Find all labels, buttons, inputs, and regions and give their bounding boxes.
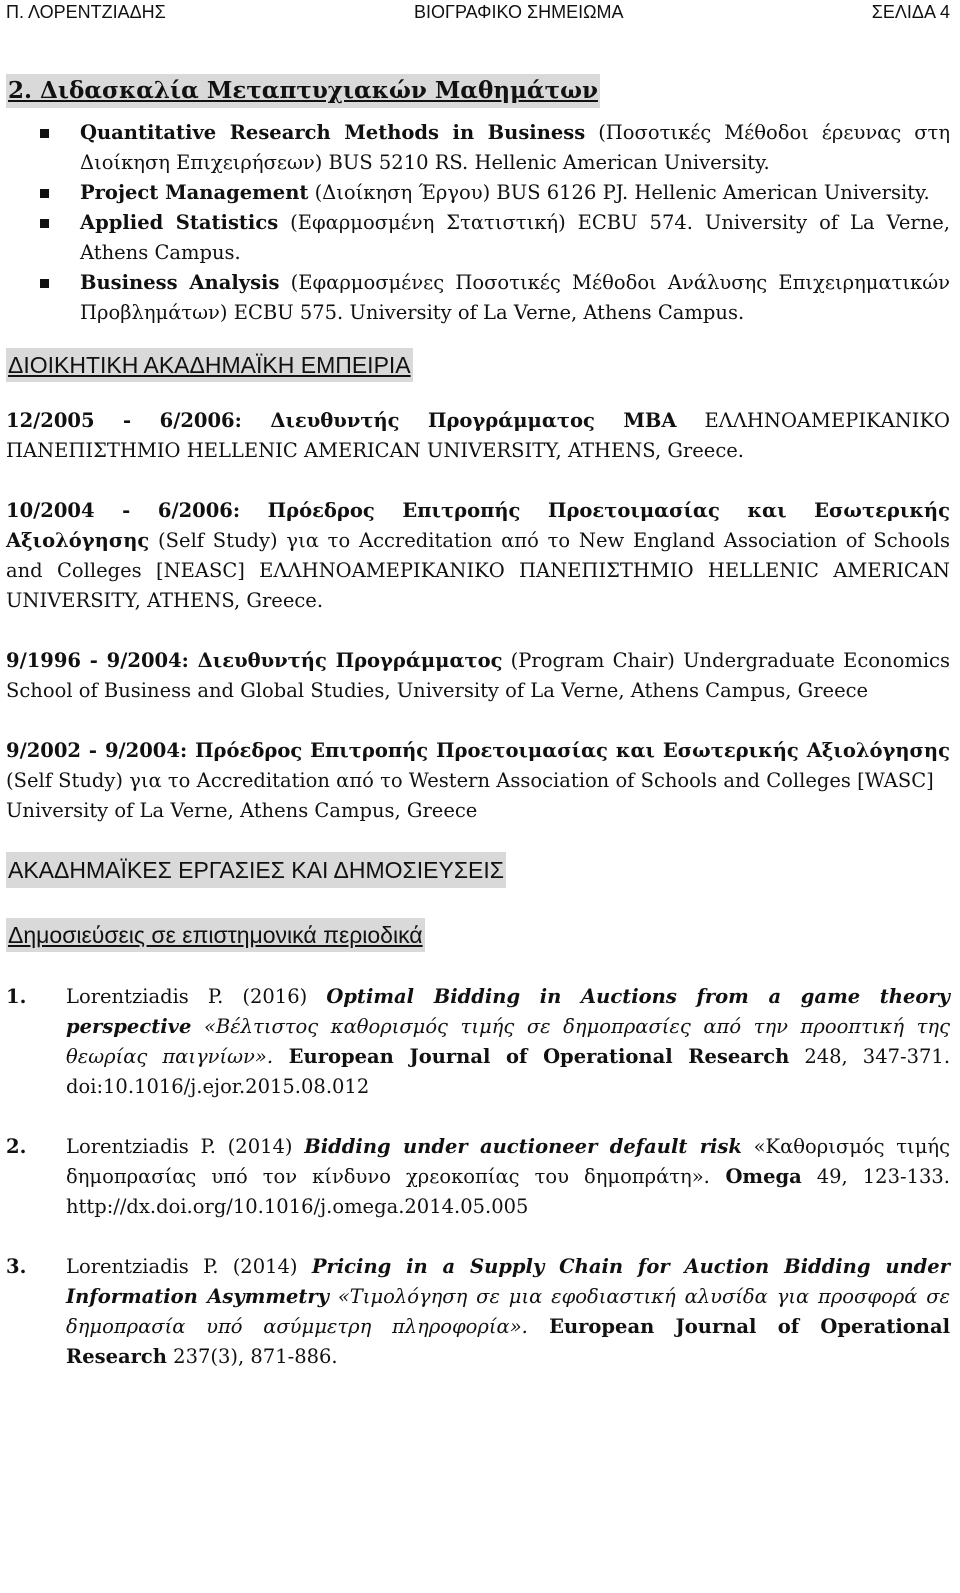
admin-entry-line: University of La Verne, Athens Campus, Greece	[6, 799, 478, 822]
publication-item	[6, 982, 950, 1102]
publication-title: Optimal Bidding in Auctions from a game theory perspective	[66, 985, 950, 1038]
publication-greek-title: «Καθορισμός τιμής δημοπρασίας υπό τον κίνδυνο χρεοκοπίας του δημοπράτη».	[66, 1135, 950, 1188]
publication-title: Bidding under auctioneer default risk	[304, 1135, 742, 1158]
publication-reference: 248, 347-371. doi:10.1016/j.ejor.2015.08.012	[66, 1045, 951, 1098]
list-item	[6, 208, 950, 268]
publication-journal: European Journal of Operational Research	[273, 1045, 790, 1068]
entry-heading: 10/2004 - 6/2006: Πρόεδρος Επιτροπής Προετοιμασίας και Εσωτερικής Αξιολόγησης	[6, 499, 950, 552]
publication-author: Lorentziadis P. (2014)	[66, 1255, 312, 1278]
publication-number: 1.	[6, 985, 27, 1008]
publication-number: 3.	[6, 1255, 27, 1278]
entry-details: (Self Study) για το Accreditation από το Western Association of Schools and Colleges [WASC]	[6, 769, 934, 792]
admin-entry	[6, 646, 950, 706]
publication-greek-title: «Βέλτιστος καθορισμός τιμής σε δημοπρασίες από την προοπτική της θεωρίας παιγνίων».	[66, 1015, 950, 1068]
page-header	[6, 0, 950, 24]
header-author: Π. ΛΟΡΕΝΤΖΙΑΔΗΣ	[6, 2, 166, 22]
course-details: (Διοίκηση Έργου) BUS 6126 PJ. Hellenic American University.	[308, 181, 930, 204]
entry-heading: 9/1996 - 9/2004: Διευθυντής Προγράμματος	[6, 649, 503, 672]
publication-reference: 237(3), 871-886.	[166, 1345, 338, 1368]
course-details: (Εφαρμοσμένη Στατιστική) ECBU 574. University of La Verne, Athens Campus.	[80, 211, 950, 264]
entry-details: (Self Study) για το Accreditation από το New England Association of Schools and Colleges [NEASC] ΕΛΛΗΝΟΑΜΕΡΙΚΑΝΙΚΟ ΠΑΝΕΠΙΣΤΗΜΙΟ HELLENIC AMERICAN UNIVERSITY, ATHENS, Greece.	[6, 529, 950, 612]
list-item	[6, 178, 950, 208]
publication-journal: Omega	[709, 1165, 802, 1188]
admin-entry	[6, 736, 950, 796]
publication-greek-title: «Τιμολόγηση σε μια εφοδιαστική αλυσίδα για προσφορά σε δημοπρασία υπό ασύμμετρη πληροφορία».	[66, 1285, 951, 1338]
publication-journal: European Journal of Operational Research	[66, 1315, 950, 1368]
publication-title: Pricing in a Supply Chain for Auction Bidding under Information Asymmetry	[66, 1255, 950, 1308]
publications-subtitle: Δημοσιεύσεις σε επιστημονικά περιοδικά	[6, 918, 425, 952]
document-page	[6, 0, 950, 1372]
entry-details: (Program Chair) Undergraduate Economics School of Business and Global Studies, University of La Verne, Athens Campus, Greece	[6, 649, 950, 702]
entry-heading: 12/2005 - 6/2006: Διευθυντής Προγράμματος MBA	[6, 409, 677, 432]
publication-item	[6, 1132, 950, 1222]
works-section-title: ΑΚΑΔΗΜΑΪΚΕΣ ΕΡΓΑΣΙΕΣ ΚΑΙ ΔΗΜΟΣΙΕΥΣΕΙΣ	[6, 852, 506, 888]
course-name: Business Analysis	[80, 271, 280, 294]
admin-entry	[6, 496, 950, 616]
entry-heading: 9/2002 - 9/2004: Πρόεδρος Επιτροπής Προετοιμασίας και Εσωτερικής Αξιολόγησης	[6, 739, 950, 762]
admin-section-title: ΔΙΟΙΚΗΤΙΚΗ ΑΚΑΔΗΜΑΪΚΗ ΕΜΠΕΙΡΙΑ	[6, 348, 413, 382]
course-details: (Εφαρμοσμένες Ποσοτικές Μέθοδοι Ανάλυσης Επιχειρηματικών Προβλημάτων) ECBU 575. University of La Verne, Athens Campus.	[80, 271, 950, 324]
list-item	[6, 118, 950, 178]
admin-entry	[6, 406, 950, 466]
list-item	[6, 268, 950, 328]
publication-number: 2.	[6, 1135, 27, 1158]
publication-author: Lorentziadis P. (2014)	[66, 1135, 305, 1158]
course-name: Project Management	[80, 181, 309, 204]
publication-author: Lorentziadis P. (2016)	[66, 985, 327, 1008]
teaching-section-title: 2. Διδασκαλία Μεταπτυχιακών Μαθημάτων	[6, 74, 600, 108]
course-details: (Ποσοτικές Μέθοδοι έρευνας στη Διοίκηση Επιχειρήσεων) BUS 5210 RS. Hellenic American University.	[80, 121, 950, 174]
header-page-number: ΣΕΛΙΔΑ 4	[871, 2, 950, 22]
course-name: Applied Statistics	[80, 211, 279, 234]
publication-item	[6, 1252, 950, 1372]
entry-details: ΕΛΛΗΝΟΑΜΕΡΙΚΑΝΙΚΟ ΠΑΝΕΠΙΣΤΗΜΙΟ HELLENIC AMERICAN UNIVERSITY, ATHENS, Greece.	[6, 409, 951, 462]
course-list	[6, 118, 950, 328]
header-doc-title: ΒΙΟΓΡΑΦΙΚΟ ΣΗΜΕΙΩΜΑ	[414, 2, 624, 22]
course-name: Quantitative Research Methods in Business	[80, 121, 586, 144]
publication-reference: 49, 123-133. http://dx.doi.org/10.1016/j.omega.2014.05.005	[66, 1165, 950, 1218]
